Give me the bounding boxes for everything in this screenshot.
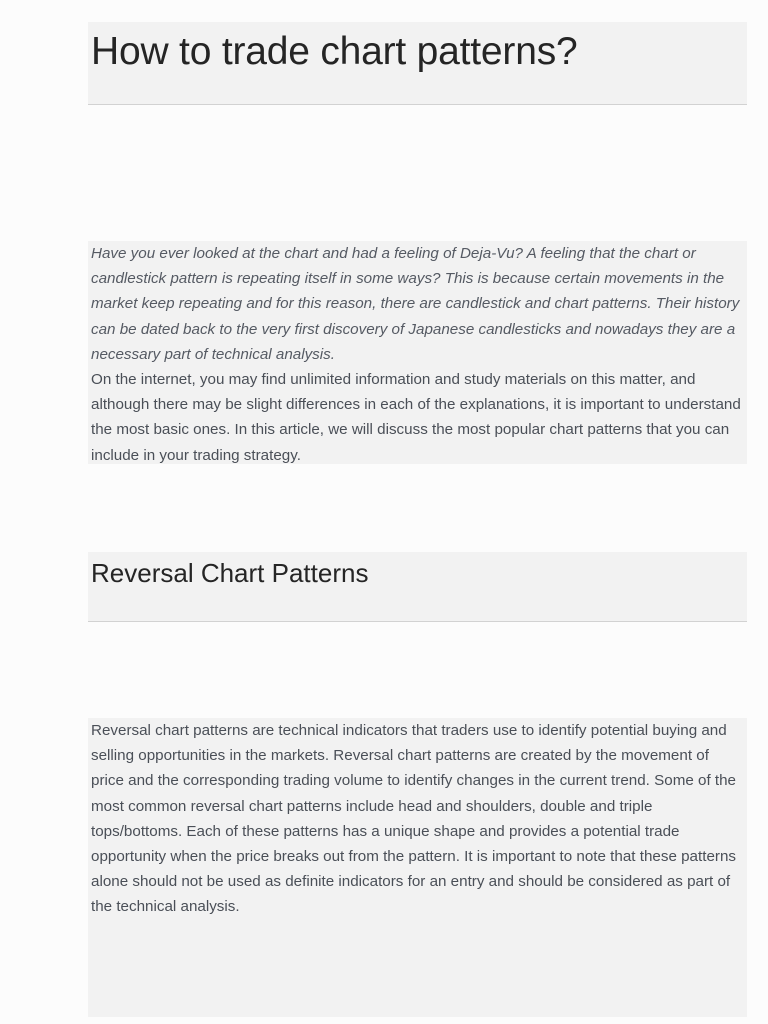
intro-block	[88, 241, 747, 464]
section-heading-block	[88, 552, 747, 622]
section-heading: Reversal Chart Patterns	[91, 558, 369, 588]
title-block	[88, 22, 747, 105]
intro-italic-paragraph: Have you ever looked at the chart and had a feeling of Deja-Vu? A feeling that the chart or candlestick pattern is repeating itself in some ways? This is because certain movements in the market keep repeating and for this reason, there are candlestick and chart patterns. Their history can be dated back to the very first discovery of Japanese candlesticks and nowadays they are a necessary part of technical analysis.	[91, 245, 740, 363]
page-title: How to trade chart patterns?	[91, 30, 578, 73]
section-body-paragraph: Reversal chart patterns are technical indicators that traders use to identify potential buying and selling opportunities in the markets. Reversal chart patterns are created by the movement of price and the corresponding trading volume to identify changes in the current trend. Some of the most common reversal chart patterns include head and shoulders, double and triple tops/bottoms. Each of these patterns has a unique shape and provides a potential trade opportunity when the price breaks out from the pattern. It is important to note that these patterns alone should not be used as definite indicators for an entry and should be considered as part of the technical analysis.	[91, 722, 737, 916]
section-body-block	[88, 718, 747, 1017]
intro-body-paragraph: On the internet, you may find unlimited information and study materials on this matter, and although there may be slight differences in each of the explanations, it is important to understand the most basic ones. In this article, we will discuss the most popular chart patterns that you can include in your trading strategy.	[91, 371, 741, 464]
